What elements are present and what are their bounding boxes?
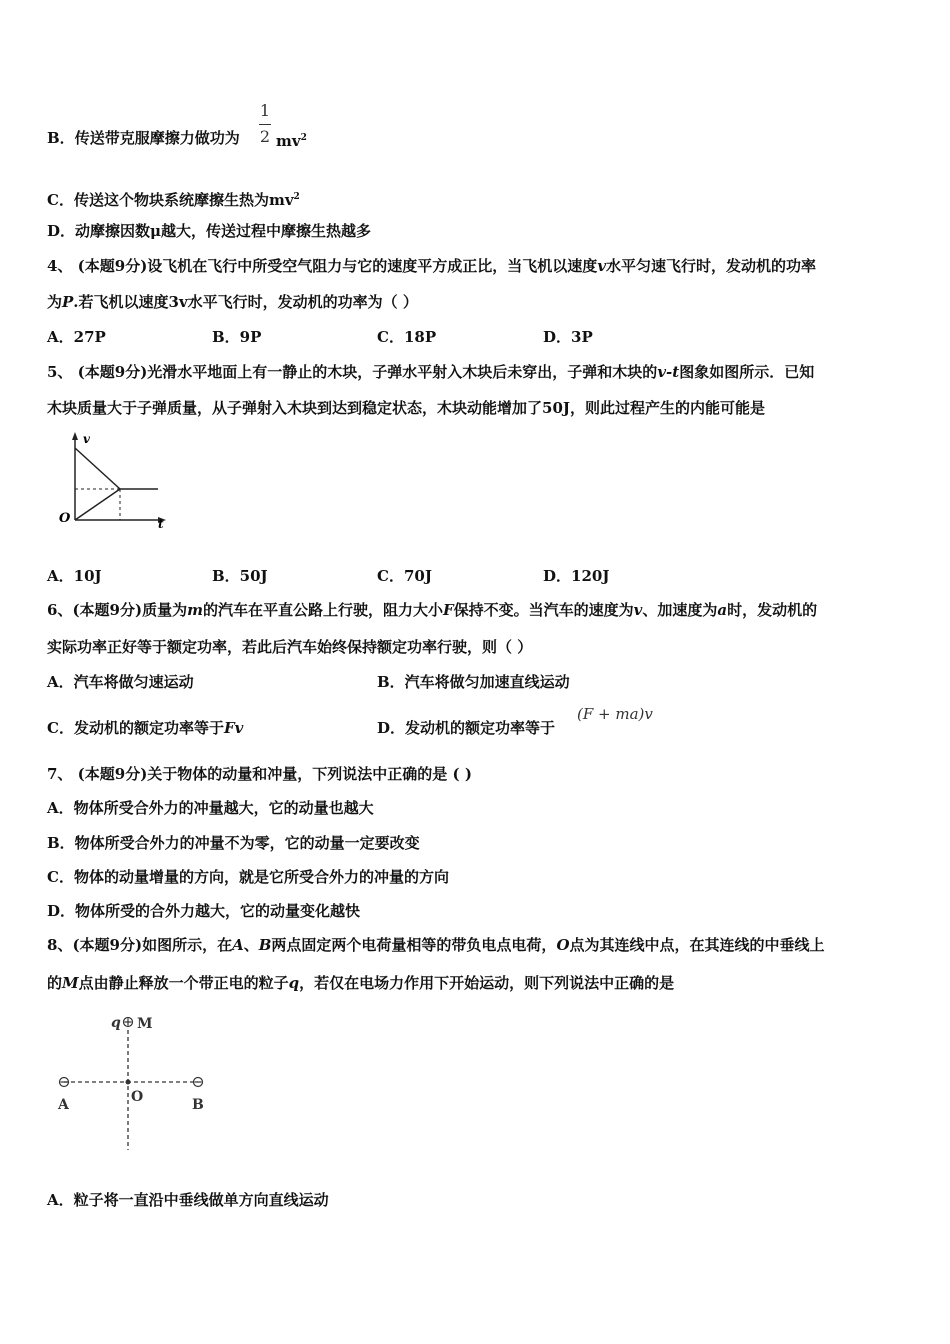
- option-text: 传送带克服摩擦力做功为: [74, 129, 240, 147]
- var-a: A: [232, 936, 244, 954]
- q7-option-b: B．物体所受合外力的冲量不为零，它的动量一定要改变: [47, 834, 420, 852]
- superscript: 2: [293, 192, 300, 202]
- q4-option-c: C．18P: [377, 328, 437, 346]
- stem-text: 水平匀速飞行时，发动机的功率: [606, 257, 817, 275]
- question-number: 6、: [47, 601, 73, 619]
- q7-option-a: A．物体所受合外力的冲量越大，它的动量也越大: [47, 799, 374, 817]
- stem-text: 点为其连线中点，在其连线的中垂线上: [569, 936, 825, 954]
- q3-option-b: [47, 128, 240, 148]
- q4-option-d: D．3P: [543, 328, 593, 346]
- stem-text: 的: [47, 974, 63, 992]
- tail-text: mv: [276, 132, 301, 150]
- var-p: P: [62, 293, 74, 311]
- superscript: 2: [300, 133, 307, 143]
- q5-stem-line1: [47, 362, 814, 382]
- option-text: C．发动机的额定功率等于: [47, 719, 224, 737]
- stem-text: 保持不变。当汽车的速度为: [453, 601, 634, 619]
- q6-stem-line2: 实际功率正好等于额定功率，若此后汽车始终保持额定功率行驶，则（ ）: [47, 638, 533, 656]
- origin-label: O: [59, 511, 71, 526]
- stem-text: ，若仅在电场力作用下开始运动，则下列说法中正确的是: [299, 974, 675, 992]
- b-label: B: [192, 1097, 204, 1113]
- stem-text: 的汽车在平直公路上行驶，阻力大小: [202, 601, 443, 619]
- stem-text: (本题9分)设飞机在飞行中所受空气阻力与它的速度平方成正比，当飞机以速度: [77, 257, 598, 275]
- option-text: 动摩擦因数μ越大，传送过程中摩擦生热越多: [75, 222, 371, 240]
- q5-option-b: B．50J: [212, 567, 268, 585]
- q5-stem-line2: 木块质量大于子弹质量，从子弹射入木块到达到稳定状态，木块动能增加了50J，则此过程产生的内能可能是: [47, 399, 765, 417]
- q8-stem-line2: [47, 973, 674, 993]
- stem-text: .若飞机以速度3v水平飞行时，发动机的功率为（ ）: [73, 293, 418, 311]
- q3-option-c: [47, 187, 300, 210]
- fraction-numerator: 1: [259, 101, 271, 120]
- v-label: v: [83, 432, 90, 446]
- option-text: 传送这个物块系统摩擦生热为mv: [73, 191, 294, 209]
- var-v: v: [633, 601, 643, 619]
- question-number: 4、: [47, 257, 73, 275]
- q6-option-c: [47, 718, 243, 738]
- option-label: C．: [47, 191, 74, 209]
- block-line: [75, 489, 120, 520]
- q-label: q: [111, 1015, 121, 1031]
- q7-option-c: C．物体的动量增量的方向，就是它所受合外力的冲量的方向: [47, 868, 449, 886]
- vt-graph: [50, 428, 175, 530]
- var-b: B: [258, 936, 272, 954]
- separator: 、: [243, 936, 259, 954]
- var-o: O: [556, 936, 570, 954]
- var-m: m: [187, 601, 203, 619]
- formula-f-plus-ma-v: (F + ma)v: [577, 705, 653, 723]
- q4-stem-line2: [47, 292, 418, 312]
- midpoint-dot: [126, 1080, 131, 1085]
- q4-option-a: A．27P: [47, 328, 106, 346]
- question-number: 8、: [47, 936, 73, 954]
- var-a: a: [717, 601, 728, 619]
- q3-option-b-tail: [276, 128, 307, 151]
- v-axis-arrow: [72, 432, 78, 440]
- var-m: M: [62, 974, 79, 992]
- option-label: D．: [47, 222, 76, 240]
- fraction-bar: [259, 124, 271, 125]
- q7-stem: 7、 (本题9分)关于物体的动量和冲量，下列说法中正确的是 ( ): [47, 765, 472, 783]
- q7-option-d: D．物体所受的合外力越大，它的动量变化越快: [47, 902, 361, 920]
- formula-fv: Fv: [223, 719, 244, 737]
- q6-option-a: A．汽车将做匀速运动: [47, 673, 194, 691]
- stem-text: 时，发动机的: [727, 601, 818, 619]
- q4-option-b: B．9P: [212, 328, 262, 346]
- q5-option-d: D．120J: [543, 567, 610, 585]
- a-label: A: [58, 1097, 69, 1113]
- option-label: B．: [47, 129, 75, 147]
- q8-option-a: A．粒子将一直沿中垂线做单方向直线运动: [47, 1191, 329, 1209]
- stem-text: 为: [47, 293, 63, 311]
- var-f: F: [442, 601, 454, 619]
- q8-stem-line1: [47, 935, 825, 955]
- stem-text: (本题9分)如图所示，在: [72, 936, 233, 954]
- q6-option-b: B．汽车将做匀加速直线运动: [377, 673, 570, 691]
- q6-option-d: D．发动机的额定功率等于: [377, 719, 556, 737]
- stem-text: 两点固定两个电荷量相等的带负电点电荷，: [271, 936, 557, 954]
- bullet-line: [75, 448, 120, 489]
- stem-text: 、加速度为: [642, 601, 718, 619]
- q3-option-d: [47, 221, 371, 241]
- stem-text: 点由静止释放一个带正电的粒子: [78, 974, 289, 992]
- stem-text: (本题9分)光滑水平地面上有一静止的木块，子弹水平射入木块后未穿出，子弹和木块的: [77, 363, 658, 381]
- q5-option-c: C．70J: [377, 567, 432, 585]
- var-v: v: [597, 257, 607, 275]
- q5-option-a: A．10J: [47, 567, 102, 585]
- stem-text: 图象如图所示．已知: [679, 363, 815, 381]
- o-label: O: [131, 1089, 144, 1105]
- stem-text: (本题9分)质量为: [72, 601, 188, 619]
- var-q: q: [288, 974, 300, 992]
- q6-stem-line1: [47, 600, 817, 620]
- fraction-denominator: 2: [259, 127, 271, 146]
- m-label: M: [137, 1016, 153, 1032]
- question-number: 5、: [47, 363, 73, 381]
- var-vt: v-t: [657, 363, 680, 381]
- q4-stem-line1: [47, 256, 816, 276]
- t-label: t: [158, 517, 164, 530]
- charge-figure: [50, 1008, 220, 1153]
